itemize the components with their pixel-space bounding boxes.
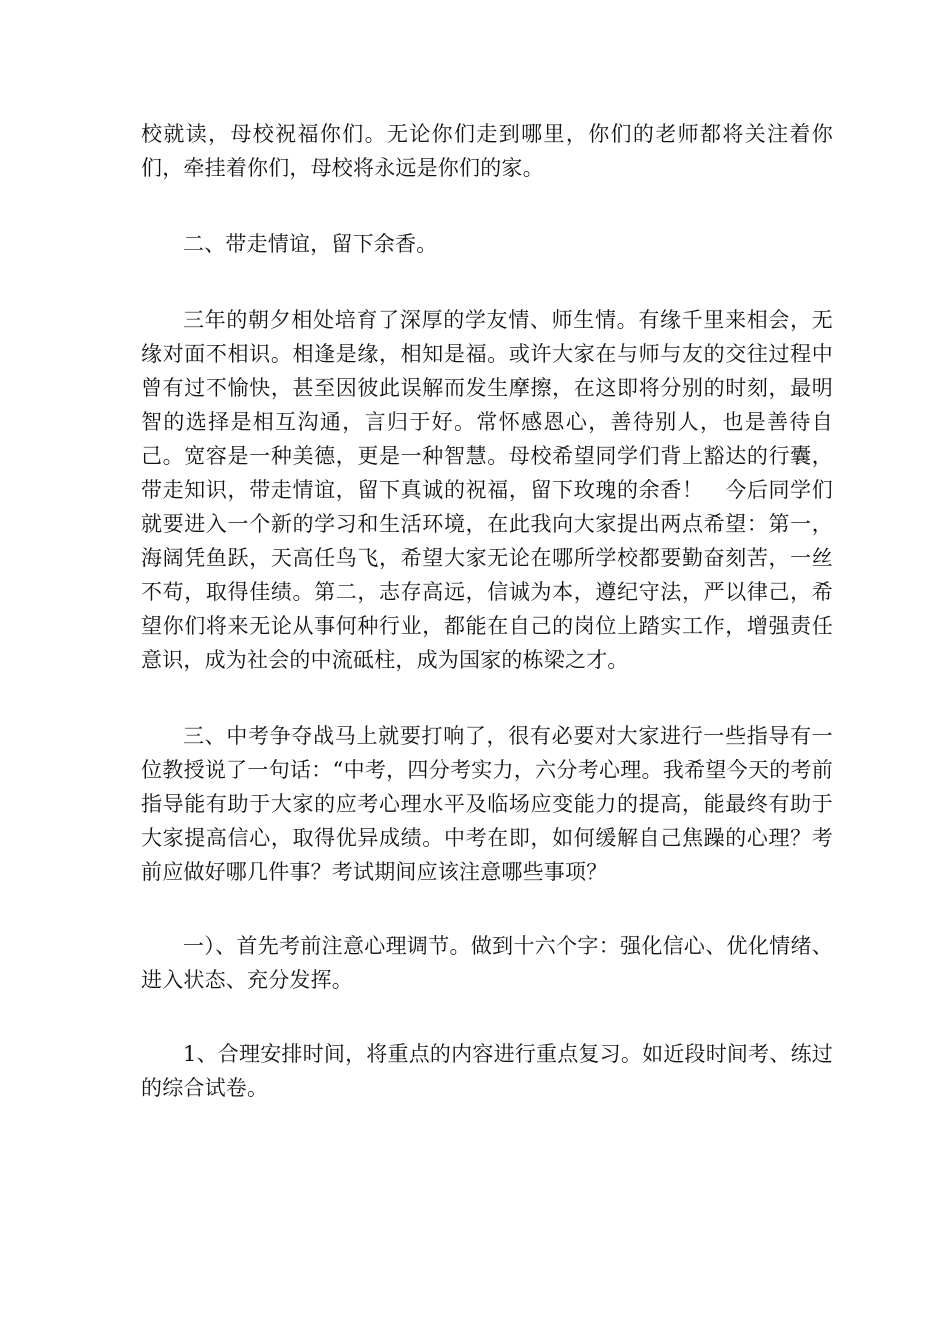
paragraph-blessing: 校就读，母校祝福你们。无论你们走到哪里，你们的老师都将关注着你们，牵挂着你们，母校将永远是你们的家。: [141, 122, 833, 180]
paragraph-time-arrangement: 1、合理安排时间，将重点的内容进行重点复习。如近段时间考、练过的综合试卷。: [141, 1042, 833, 1100]
section-heading-friendship: 二、带走情谊，留下余香。: [183, 232, 438, 256]
paragraph-spacer: [141, 677, 833, 719]
paragraph-spacer: [141, 997, 833, 1037]
paragraph-spacer: [141, 261, 833, 303]
paragraph-friendship: 三年的朝夕相处培育了深厚的学友情、师生情。有缘千里来相会，无缘对面不相识。相逢是缘，相知是福。或许大家在与师与友的交往过程中曾有过不愉快，甚至因彼此误解而发生摩擦，在这即将分别的时刻，最明智的选择是相互沟通，言归于好。常怀感恩心，善待别人，也是善待自己。宽容是一种美德，更是一种智慧。母校希望同学们背上豁达的行囊，带走知识，带走情谊，留下真诚的祝福，留下玫瑰的余香！ 今后同学们就要进入一个新的学习和生活环境，在此我向大家提出两点希望：第一，海阔凭鱼跃，天高任鸟飞，希望大家无论在哪所学校都要勤奋刻苦，一丝不苟，取得佳绩。第二，志存高远，信诚为本，遵纪守法，严以律己，希望你们将来无论从事何种行业，都能在自己的岗位上踏实工作，增强责任意识，成为社会的中流砥柱，成为国家的栋梁之才。: [141, 308, 833, 672]
document-body: [141, 117, 833, 1105]
paragraph-spacer: [141, 889, 833, 929]
paragraph-exam-guidance: 三、中考争夺战马上就要打响了，很有必要对大家进行一些指导有一位教授说了一句话：“中考，四分考实力，六分考心理。我希望今天的考前指导能有助于大家的应考心理水平及临场应变能力的提高，能最终有助于大家提高信心，取得优异成绩。中考在即，如何缓解自己焦躁的心理？考前应做好哪几件事？考试期间应该注意哪些事项？: [141, 724, 833, 884]
paragraph-psychology: 一）、首先考前注意心理调节。做到十六个字：强化信心、优化情绪、进入状态、充分发挥。: [141, 934, 833, 992]
paragraph-spacer: [141, 185, 833, 227]
